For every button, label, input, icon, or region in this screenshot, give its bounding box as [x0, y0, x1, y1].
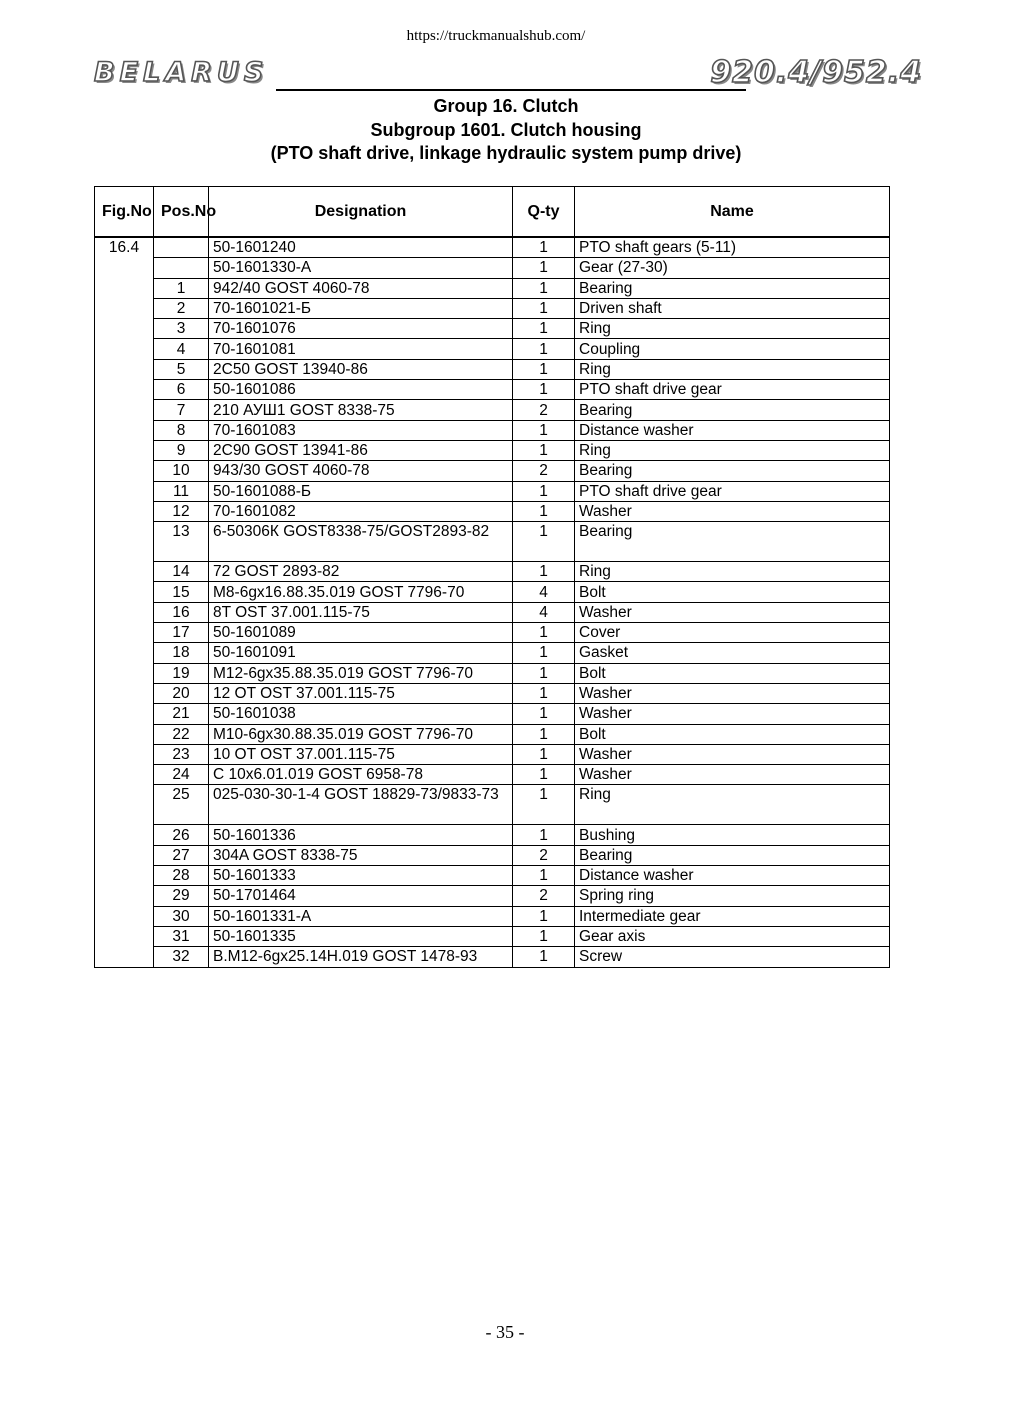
- qty-cell: 1: [513, 724, 575, 744]
- name-cell: Bearing: [575, 845, 890, 865]
- name-cell: Bolt: [575, 663, 890, 683]
- name-cell: Screw: [575, 947, 890, 967]
- name-cell: Washer: [575, 683, 890, 703]
- qty-cell: 1: [513, 278, 575, 298]
- qty-cell: 1: [513, 866, 575, 886]
- subgroup-title: Subgroup 1601. Clutch housing: [370, 119, 642, 140]
- table-row: [95, 298, 890, 318]
- table-row: [95, 481, 890, 501]
- name-cell: Gear axis: [575, 926, 890, 946]
- qty-cell: 1: [513, 237, 575, 258]
- name-cell: Bolt: [575, 724, 890, 744]
- designation-cell: 70-1601082: [209, 501, 513, 521]
- table-row: [95, 663, 890, 683]
- name-cell: PTO shaft gears (5-11): [575, 237, 890, 258]
- pos-cell: 7: [154, 400, 209, 420]
- name-cell: Washer: [575, 744, 890, 764]
- name-cell: Ring: [575, 785, 890, 825]
- qty-cell: 1: [513, 643, 575, 663]
- table-row: [95, 623, 890, 643]
- designation-cell: 50-1701464: [209, 886, 513, 906]
- designation-cell: 2C90 GOST 13941-86: [209, 440, 513, 460]
- pos-cell: 2: [154, 298, 209, 318]
- pos-cell: 24: [154, 765, 209, 785]
- designation-cell: 50-1601333: [209, 866, 513, 886]
- source-url[interactable]: https://truckmanualshub.com/: [406, 28, 586, 44]
- name-cell: Ring: [575, 319, 890, 339]
- qty-cell: 1: [513, 562, 575, 582]
- pos-cell: 1: [154, 278, 209, 298]
- title-block: [0, 95, 1012, 166]
- pos-cell: 5: [154, 359, 209, 379]
- qty-cell: 1: [513, 926, 575, 946]
- qty-cell: 1: [513, 501, 575, 521]
- designation-cell: 50-1601331-A: [209, 906, 513, 926]
- table-row: [95, 602, 890, 622]
- pos-cell: 8: [154, 420, 209, 440]
- qty-cell: 4: [513, 582, 575, 602]
- name-cell: Bushing: [575, 825, 890, 845]
- designation-cell: 70-1601081: [209, 339, 513, 359]
- name-cell: Coupling: [575, 339, 890, 359]
- pos-cell: 6: [154, 380, 209, 400]
- qty-cell: 1: [513, 906, 575, 926]
- qty-cell: 1: [513, 785, 575, 825]
- designation-cell: 72 GOST 2893-82: [209, 562, 513, 582]
- table-row: [95, 744, 890, 764]
- qty-cell: 2: [513, 845, 575, 865]
- name-cell: Washer: [575, 602, 890, 622]
- qty-cell: 1: [513, 744, 575, 764]
- pos-cell: 29: [154, 886, 209, 906]
- qty-cell: 4: [513, 602, 575, 622]
- pos-cell: 30: [154, 906, 209, 926]
- qty-cell: 1: [513, 683, 575, 703]
- pos-cell: 21: [154, 704, 209, 724]
- name-cell: Bearing: [575, 461, 890, 481]
- pos-cell: 10: [154, 461, 209, 481]
- designation-cell: 12 OT OST 37.001.115-75: [209, 683, 513, 703]
- name-cell: Cover: [575, 623, 890, 643]
- name-cell: Distance washer: [575, 866, 890, 886]
- name-cell: Ring: [575, 359, 890, 379]
- header-fig-no: Fig.No: [95, 187, 154, 238]
- pos-cell: 16: [154, 602, 209, 622]
- pos-cell: 9: [154, 440, 209, 460]
- pos-cell: 11: [154, 481, 209, 501]
- designation-cell: 70-1601076: [209, 319, 513, 339]
- table-row: [95, 420, 890, 440]
- pos-cell: 22: [154, 724, 209, 744]
- designation-cell: M10-6gx30.88.35.019 GOST 7796-70: [209, 724, 513, 744]
- qty-cell: 1: [513, 359, 575, 379]
- parts-table-body: [95, 237, 890, 967]
- name-cell: Bearing: [575, 400, 890, 420]
- designation-cell: 6-50306К GOST8338-75/GOST2893-82: [209, 522, 513, 562]
- model-number: 920.4/952.4: [710, 55, 922, 90]
- header-designation: Designation: [209, 187, 513, 238]
- qty-cell: 1: [513, 663, 575, 683]
- designation-cell: 50-1601088-Б: [209, 481, 513, 501]
- designation-cell: 2C50 GOST 13940-86: [209, 359, 513, 379]
- designation-cell: M12-6gx35.88.35.019 GOST 7796-70: [209, 663, 513, 683]
- pos-cell: [154, 258, 209, 278]
- fig-no-cell: 16.4: [95, 237, 154, 967]
- table-row: [95, 886, 890, 906]
- pos-cell: 23: [154, 744, 209, 764]
- designation-cell: 50-1601335: [209, 926, 513, 946]
- table-row: [95, 359, 890, 379]
- designation-cell: 70-1601083: [209, 420, 513, 440]
- qty-cell: 1: [513, 319, 575, 339]
- name-cell: Bearing: [575, 278, 890, 298]
- designation-cell: 50-1601240: [209, 237, 513, 258]
- pos-cell: 31: [154, 926, 209, 946]
- table-row: [95, 765, 890, 785]
- table-header-row: [95, 187, 890, 238]
- designation-cell: 50-1601089: [209, 623, 513, 643]
- designation-cell: 025-030-30-1-4 GOST 18829-73/9833-73: [209, 785, 513, 825]
- pos-cell: 20: [154, 683, 209, 703]
- qty-cell: 1: [513, 623, 575, 643]
- table-row: [95, 319, 890, 339]
- name-cell: Ring: [575, 562, 890, 582]
- table-row: [95, 400, 890, 420]
- pos-cell: [154, 237, 209, 258]
- table-row: [95, 501, 890, 521]
- table-row: [95, 522, 890, 562]
- pos-cell: 4: [154, 339, 209, 359]
- table-row: [95, 683, 890, 703]
- designation-cell: 70-1601021-Б: [209, 298, 513, 318]
- designation-cell: 210 АУШ1 GOST 8338-75: [209, 400, 513, 420]
- pos-cell: 18: [154, 643, 209, 663]
- pos-cell: 27: [154, 845, 209, 865]
- table-row: [95, 380, 890, 400]
- pos-cell: 26: [154, 825, 209, 845]
- table-row: [95, 724, 890, 744]
- qty-cell: 1: [513, 704, 575, 724]
- qty-cell: 1: [513, 481, 575, 501]
- table-row: [95, 825, 890, 845]
- pos-cell: 25: [154, 785, 209, 825]
- brand-logo: BELARUS: [94, 57, 269, 88]
- qty-cell: 1: [513, 298, 575, 318]
- designation-cell: 50-1601086: [209, 380, 513, 400]
- table-row: [95, 461, 890, 481]
- name-cell: Washer: [575, 501, 890, 521]
- pos-cell: 13: [154, 522, 209, 562]
- parts-table: [94, 186, 890, 968]
- qty-cell: 2: [513, 400, 575, 420]
- designation-cell: 50-1601330-A: [209, 258, 513, 278]
- name-cell: Driven shaft: [575, 298, 890, 318]
- table-row: [95, 785, 890, 825]
- designation-cell: M8-6gx16.88.35.019 GOST 7796-70: [209, 582, 513, 602]
- header-name: Name: [575, 187, 890, 238]
- table-row: [95, 440, 890, 460]
- designation-cell: 50-1601038: [209, 704, 513, 724]
- pos-cell: 12: [154, 501, 209, 521]
- pos-cell: 28: [154, 866, 209, 886]
- name-cell: PTO shaft drive gear: [575, 380, 890, 400]
- pos-cell: 32: [154, 947, 209, 967]
- name-cell: PTO shaft drive gear: [575, 481, 890, 501]
- qty-cell: 1: [513, 522, 575, 562]
- name-cell: Gear (27-30): [575, 258, 890, 278]
- name-cell: Spring ring: [575, 886, 890, 906]
- table-row: [95, 866, 890, 886]
- table-row: [95, 339, 890, 359]
- qty-cell: 1: [513, 420, 575, 440]
- table-row: [95, 643, 890, 663]
- designation-cell: 50-1601336: [209, 825, 513, 845]
- name-cell: Washer: [575, 704, 890, 724]
- qty-cell: 2: [513, 886, 575, 906]
- name-cell: Bolt: [575, 582, 890, 602]
- designation-cell: C 10x6.01.019 GOST 6958-78: [209, 765, 513, 785]
- pos-cell: 19: [154, 663, 209, 683]
- designation-cell: B.M12-6gx25.14H.019 GOST 1478-93: [209, 947, 513, 967]
- table-row: [95, 562, 890, 582]
- designation-cell: 943/30 GOST 4060-78: [209, 461, 513, 481]
- page-number: - 35 -: [485, 1322, 525, 1342]
- table-row: [95, 278, 890, 298]
- header-rule: [276, 89, 746, 91]
- pos-cell: 17: [154, 623, 209, 643]
- name-cell: Gasket: [575, 643, 890, 663]
- group-title: Group 16. Clutch: [433, 96, 579, 116]
- designation-cell: 304A GOST 8338-75: [209, 845, 513, 865]
- subgroup-subtitle: (PTO shaft drive, linkage hydraulic system pump drive): [270, 143, 742, 163]
- pos-cell: 3: [154, 319, 209, 339]
- name-cell: Ring: [575, 440, 890, 460]
- table-row: [95, 947, 890, 967]
- designation-cell: 8T OST 37.001.115-75: [209, 602, 513, 622]
- table-row: [95, 258, 890, 278]
- qty-cell: 1: [513, 765, 575, 785]
- table-row: [95, 704, 890, 724]
- qty-cell: 1: [513, 440, 575, 460]
- qty-cell: 1: [513, 947, 575, 967]
- name-cell: Washer: [575, 765, 890, 785]
- qty-cell: 2: [513, 461, 575, 481]
- name-cell: Distance washer: [575, 420, 890, 440]
- name-cell: Bearing: [575, 522, 890, 562]
- designation-cell: 10 OT OST 37.001.115-75: [209, 744, 513, 764]
- designation-cell: 50-1601091: [209, 643, 513, 663]
- qty-cell: 1: [513, 825, 575, 845]
- table-row: [95, 926, 890, 946]
- name-cell: Intermediate gear: [575, 906, 890, 926]
- qty-cell: 1: [513, 380, 575, 400]
- qty-cell: 1: [513, 258, 575, 278]
- header-qty: Q-ty: [513, 187, 575, 238]
- table-row: [95, 582, 890, 602]
- pos-cell: 15: [154, 582, 209, 602]
- table-row: [95, 906, 890, 926]
- qty-cell: 1: [513, 339, 575, 359]
- designation-cell: 942/40 GOST 4060-78: [209, 278, 513, 298]
- table-row: [95, 845, 890, 865]
- table-row: [95, 237, 890, 258]
- pos-cell: 14: [154, 562, 209, 582]
- header-pos-no: Pos.No: [154, 187, 209, 238]
